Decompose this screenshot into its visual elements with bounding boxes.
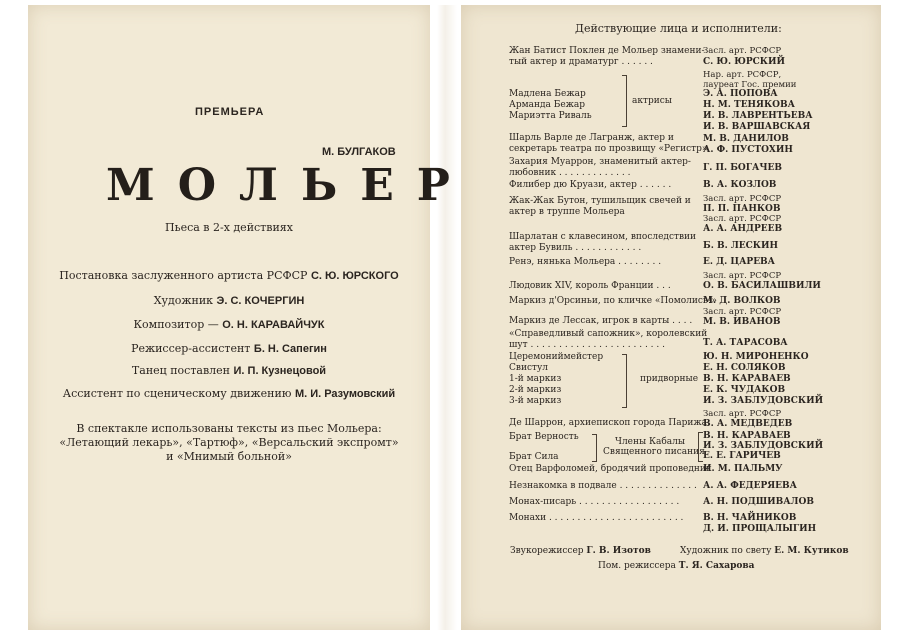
actor-popova: Э. А. ПОПОВА <box>703 89 778 99</box>
title-andreev: Засл. арт. РСФСР <box>703 214 782 224</box>
role-ceremonymaster: Церемониймейстер <box>509 352 604 362</box>
role-mariette: Мариэтта Риваль <box>509 111 592 121</box>
role-renee: Ренэ, нянька Мольера . . . . . . . . <box>509 257 662 267</box>
role-filiber: Филибер дю Круази, актер . . . . . . <box>509 180 672 190</box>
role-moliere-line2: тый актер и драматург . . . . . . <box>509 57 653 67</box>
credit-assistant: Пом. режиссера Т. Я. Сахарова <box>598 561 755 571</box>
role-lagrange-line2: секретарь театра по прозвищу «Регистр» <box>509 144 708 154</box>
role-svistul: Свистул <box>509 363 548 373</box>
actor-lavrentyeva: И. В. ЛАВРЕНТЬЕВА <box>703 111 813 121</box>
role-varfolomey: Отец Варфоломей, бродячий проповедник <box>509 464 712 474</box>
role-cobbler-line2: шут . . . . . . . . . . . . . . . . . . . . . . . . <box>509 340 665 350</box>
note-line-2: «Летающий лекарь», «Тартюф», «Версальский экспромт» <box>59 436 399 449</box>
actor-podshivalov: А. Н. ПОДШИВАЛОВ <box>703 497 814 507</box>
actor-volkov: М. Д. ВОЛКОВ <box>703 296 781 306</box>
actor-chainikov: В. Н. ЧАЙНИКОВ <box>703 513 797 523</box>
premiere-label: ПРЕМЬЕРА <box>195 106 265 118</box>
actor-kozlov: В. А. КОЗЛОВ <box>703 180 777 190</box>
role-bouton-line2: актер в труппе Мольера <box>509 207 625 217</box>
note-line-1: В спектакле использованы тексты из пьес Мольера: <box>76 422 382 435</box>
bracket-cabal-left <box>592 434 597 462</box>
title-yursky: Засл. арт. РСФСР <box>703 46 782 56</box>
actor-danilov: М. В. ДАНИЛОВ <box>703 134 789 144</box>
actor-tenyakova: Н. М. ТЕНЯКОВА <box>703 100 795 110</box>
role-orsigny: Маркиз д'Орсиньи, по кличке «Помолись!» <box>509 296 717 306</box>
actor-andreev: А. А. АНДРЕЕВ <box>703 224 783 234</box>
credit-designer: Художник Э. С. КОЧЕРГИН <box>153 294 305 307</box>
note-line-3: и «Мнимый больной» <box>166 450 292 463</box>
title-medvedev: Засл. арт. РСФСР <box>703 409 782 419</box>
actor-leskin: Б. В. ЛЕСКИН <box>703 241 779 251</box>
role-muarron-line2: любовник . . . . . . . . . . . . . <box>509 168 631 178</box>
role-brother-strength: Брат Сила <box>509 452 559 462</box>
role-monks: Монахи . . . . . . . . . . . . . . . . . . . . . . . . <box>509 513 684 523</box>
actor-ivanov: М. В. ИВАНОВ <box>703 317 781 327</box>
actor-zabludovsky-2: И. З. ЗАБЛУДОВСКИЙ <box>703 441 824 451</box>
credit-director: Постановка заслуженного артиста РСФСР С. Ю. ЮРСКОГО <box>59 269 399 282</box>
title-basilashvili: Засл. арт. РСФСР <box>703 271 782 281</box>
actor-solyakov: Е. Н. СОЛЯКОВ <box>703 363 786 373</box>
page-fold <box>437 5 457 630</box>
credit-light: Художник по свету Е. М. Кутиков <box>680 546 849 556</box>
actor-varshavskaya: И. В. ВАРШАВСКАЯ <box>703 122 811 132</box>
credit-movement-assistant: Ассистент по сценическому движению М. И. Разумовский <box>62 387 396 400</box>
play-title: МОЛЬЕР <box>106 160 473 211</box>
actor-yursky: С. Ю. ЮРСКИЙ <box>703 57 785 67</box>
role-marquis-3: 3-й маркиз <box>509 396 562 406</box>
title-popova-2: лауреат Гос. премии <box>703 80 797 90</box>
role-monk-scribe: Монах-писарь . . . . . . . . . . . . . . . . . . <box>509 497 680 507</box>
play-subtitle: Пьеса в 2-х действиях <box>165 221 293 234</box>
actor-zabludovsky: И. З. ЗАБЛУДОВСКИЙ <box>703 396 824 406</box>
actor-karavaev: В. Н. КАРАВАЕВ <box>703 374 791 384</box>
actor-basilashvili: О. В. БАСИЛАШВИЛИ <box>703 281 821 291</box>
role-cobbler-line1: «Справедливый сапожник», королевский <box>509 329 708 339</box>
label-actresses: актрисы <box>632 96 672 106</box>
role-stranger: Незнакомка в подвале . . . . . . . . . . . . . . <box>509 481 697 491</box>
role-madlena: Мадлена Бежар <box>509 89 586 99</box>
role-moliere-line1: Жан Батист Поклен де Мольер знамени- <box>509 46 705 56</box>
cast-heading: Действующие лица и исполнители: <box>575 22 782 35</box>
actor-tarasova: Т. А. ТАРАСОВА <box>703 338 788 348</box>
title-ivanov: Засл. арт. РСФСР <box>703 307 782 317</box>
actor-chudakov: Е. К. ЧУДАКОВ <box>703 385 786 395</box>
actor-pustokhin: А. Ф. ПУСТОХИН <box>703 145 793 155</box>
role-bouton-line1: Жак-Жак Бутон, тушильщик свечей и <box>509 196 691 206</box>
role-lagrange-line1: Шарль Варле де Лагранж, актер и <box>509 133 674 143</box>
bracket-actresses <box>622 75 627 127</box>
bracket-courtiers <box>622 354 627 408</box>
actor-tsareva: Е. Д. ЦАРЕВА <box>703 257 775 267</box>
role-lessac: Маркиз де Лессак, игрок в карты . . . . <box>509 316 693 326</box>
credit-sound: Звукорежиссер Г. В. Изотов <box>510 546 651 556</box>
role-armanda: Арманда Бежар <box>509 100 586 110</box>
actor-garichev: Е. Е. ГАРИЧЕВ <box>703 451 781 461</box>
role-sharlatan-line2: актер Бувиль . . . . . . . . . . . . <box>509 243 642 253</box>
label-cabal-2: Священного писания <box>603 447 705 457</box>
role-sharron: Де Шаррон, архиепископ города Парижа <box>509 418 707 428</box>
role-muarron-line1: Захария Муаррон, знаменитый актер- <box>509 157 691 167</box>
role-marquis-1: 1-й маркиз <box>509 374 562 384</box>
actor-karavaev-2: В. Н. КАРАВАЕВ <box>703 431 791 441</box>
actor-bogachev: Г. П. БОГАЧЕВ <box>703 163 783 173</box>
actor-proshchalygin: Д. И. ПРОЩАЛЫГИН <box>703 524 817 534</box>
actor-medvedev: В. А. МЕДВЕДЕВ <box>703 419 793 429</box>
actor-federyaeva: А. А. ФЕДЕРЯЕВА <box>703 481 797 491</box>
author-name: М. БУЛГАКОВ <box>322 146 396 158</box>
actor-pankov: П. П. ПАНКОВ <box>703 204 781 214</box>
actor-mironenko: Ю. Н. МИРОНЕНКО <box>703 352 809 362</box>
credit-assistant-director: Режиссер-ассистент Б. Н. Сапегин <box>131 342 327 355</box>
label-cabal-1: Члены Кабалы <box>614 437 686 447</box>
credit-composer: Композитор — О. Н. КАРАВАЙЧУК <box>133 318 325 331</box>
credit-choreographer: Танец поставлен И. П. Кузнецовой <box>131 364 327 377</box>
title-popova-1: Нар. арт. РСФСР, <box>703 70 782 80</box>
title-pankov: Засл. арт. РСФСР <box>703 194 782 204</box>
role-sharlatan-line1: Шарлатан с клавесином, впоследствии <box>509 232 697 242</box>
role-brother-loyalty: Брат Верность <box>509 432 579 442</box>
label-courtiers: придворные <box>640 374 699 384</box>
role-marquis-2: 2-й маркиз <box>509 385 562 395</box>
role-louis: Людовик XIV, король Франции . . . <box>509 281 671 291</box>
actor-palmu: И. М. ПАЛЬМУ <box>703 464 783 474</box>
